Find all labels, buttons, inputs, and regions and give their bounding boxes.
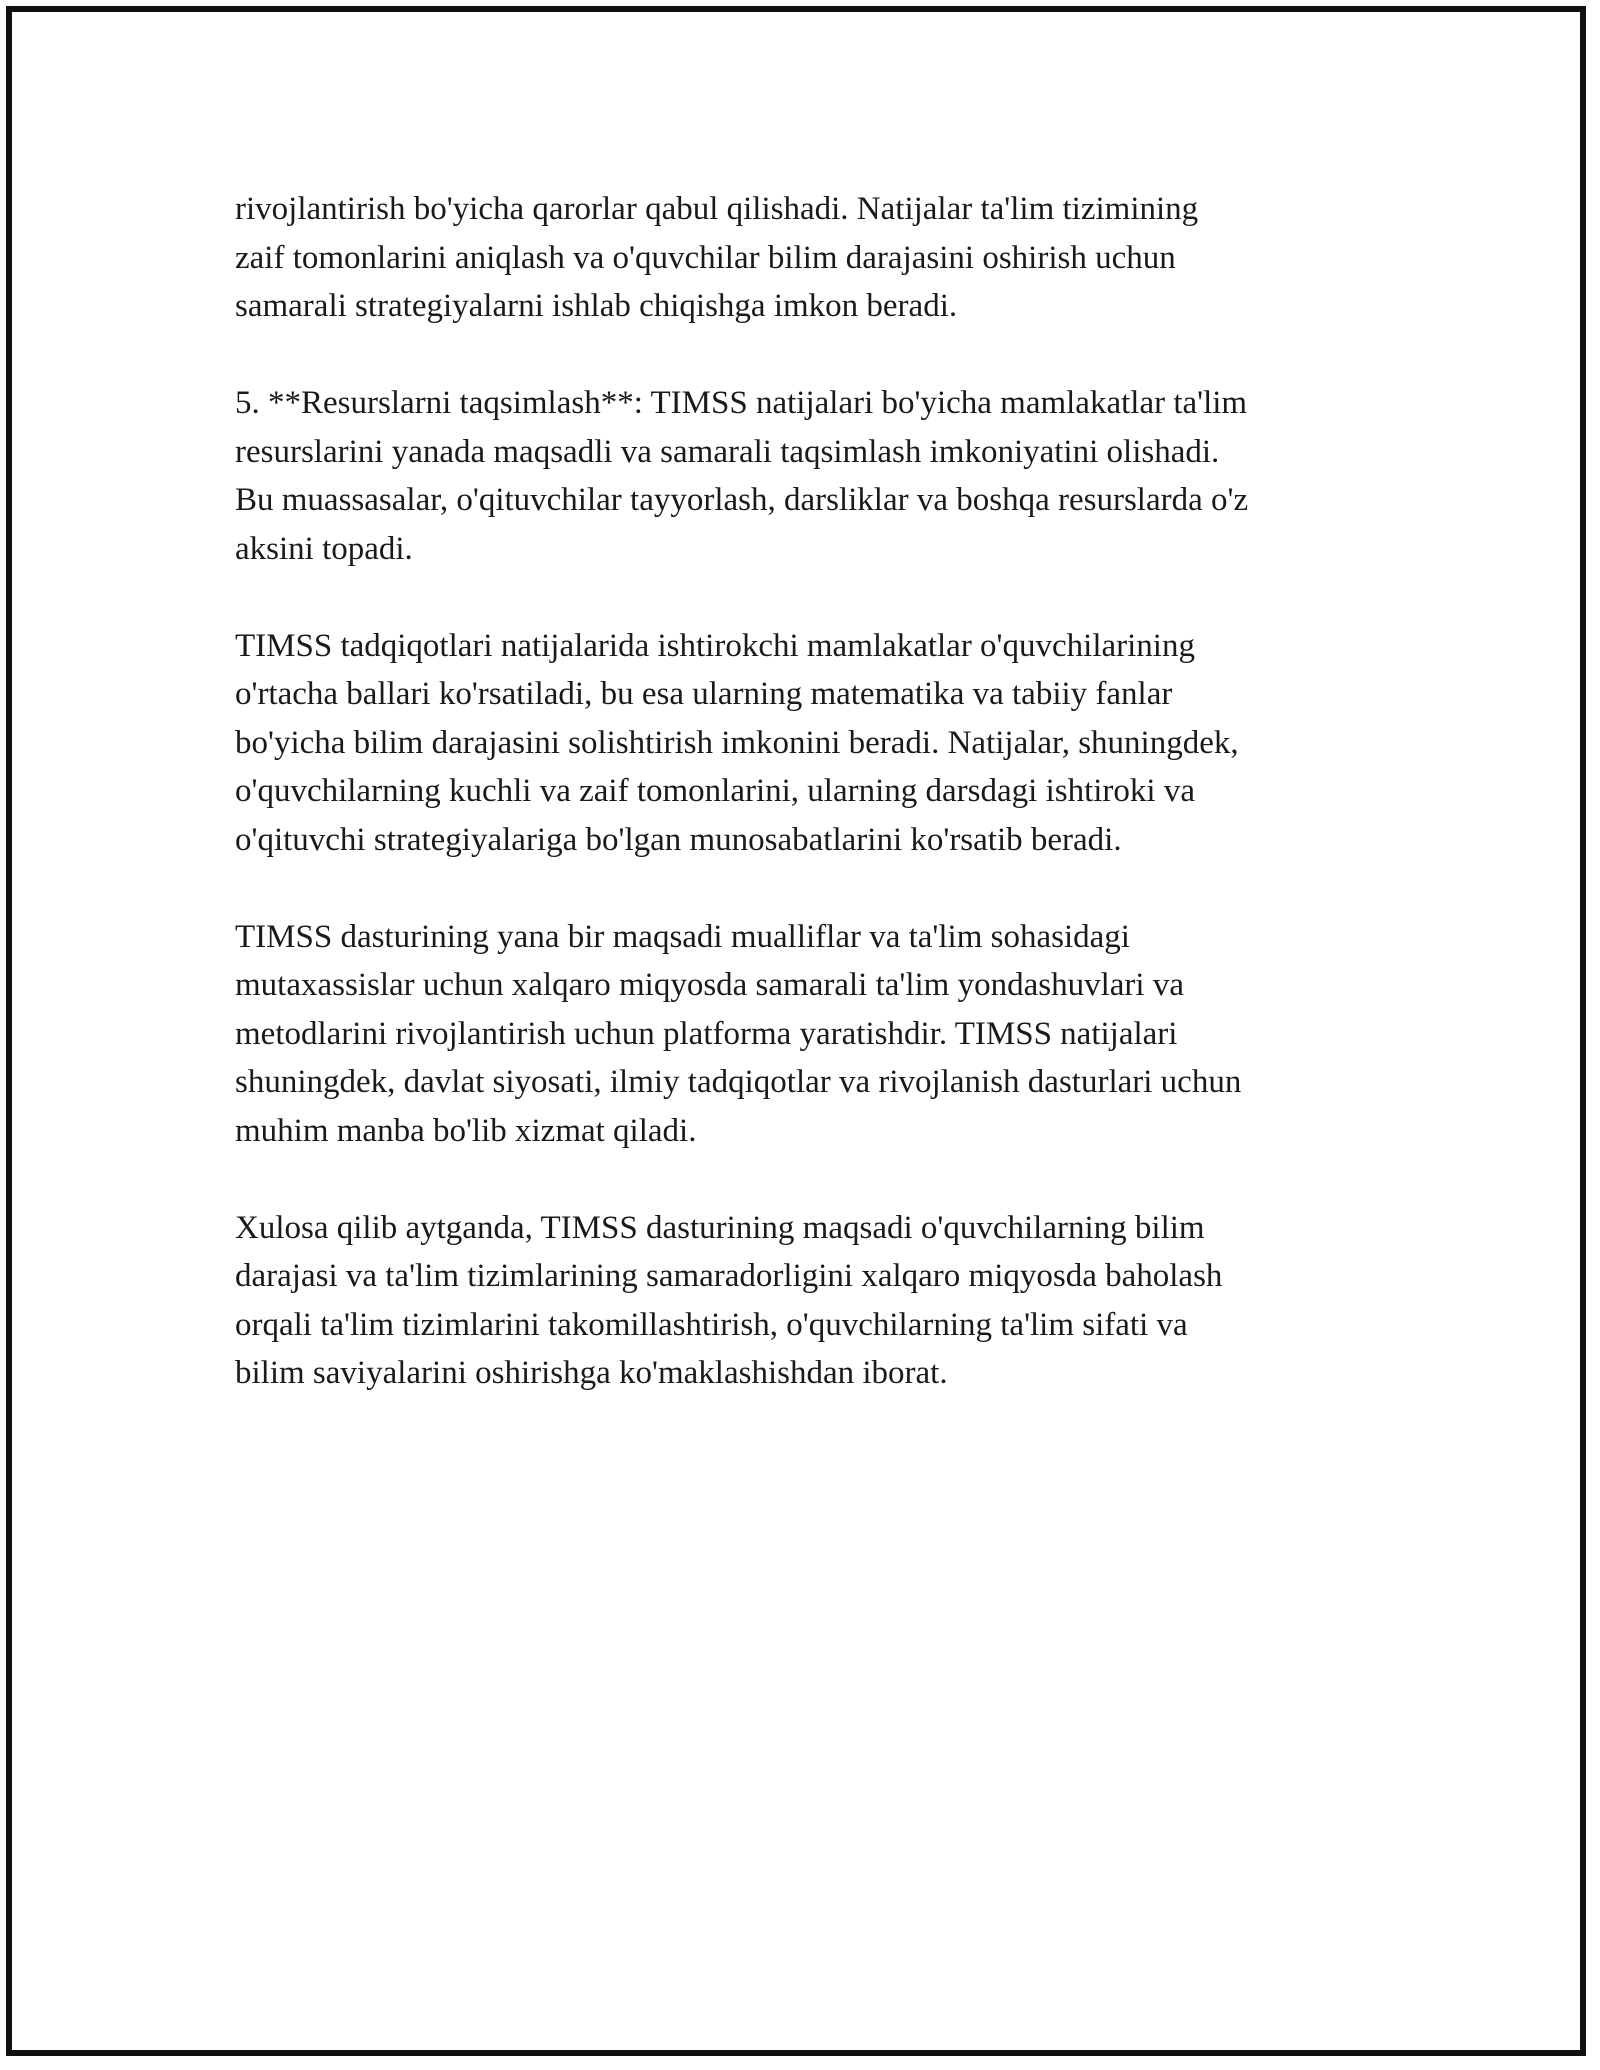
paragraph-3 xyxy=(235,622,1375,865)
text-line: resurslarini yanada maqsadli va samarali taqsimlash imkoniyatini olishadi. xyxy=(235,433,1220,470)
text-line: o'quvchilarning kuchli va zaif tomonlarini, ularning darsdagi ishtiroki va xyxy=(235,773,1195,809)
text-line: rivojlantirish bo'yicha qarorlar qabul qilishadi. Natijalar ta'lim tizimining xyxy=(235,191,1199,227)
text-line: bilim saviyalarini oshirishga ko'maklashishdan iborat. xyxy=(235,1355,948,1391)
paragraph-2 xyxy=(235,379,1375,573)
text-line: Bu muassasalar, o'qituvchilar tayyorlash, darsliklar va boshqa resurslarda o'z xyxy=(235,482,1249,518)
text-line: orqali ta'lim tizimlarini takomillashtirish, o'quvchilarning ta'lim sifati va xyxy=(235,1306,1188,1343)
text-line: zaif tomonlarini aniqlash va o'quvchilar bilim darajasini oshirish uchun xyxy=(235,239,1176,276)
text-line: o'qituvchi strategiyalariga bo'lgan munosabatlarini ko'rsatib beradi. xyxy=(235,821,1122,858)
text-line: TIMSS tadqiqotlari natijalarida ishtirokchi mamlakatlar o'quvchilarining xyxy=(235,627,1195,664)
paragraph-1 xyxy=(235,185,1375,331)
text-line: darajasi va ta'lim tizimlarining samaradorligini xalqaro miqyosda baholash xyxy=(235,1258,1223,1294)
paragraph-4 xyxy=(235,913,1375,1156)
document-body xyxy=(235,185,1375,1446)
text-line: Xulosa qilib aytganda, TIMSS dasturining maqsadi o'quvchilarning bilim xyxy=(235,1209,1205,1246)
text-line: aksini topadi. xyxy=(235,530,413,567)
text-line: samarali strategiyalarni ishlab chiqishga imkon beradi. xyxy=(235,288,958,324)
text-line: o'rtacha ballari ko'rsatiladi, bu esa ularning matematika va tabiiy fanlar xyxy=(235,676,1173,712)
text-line: TIMSS dasturining yana bir maqsadi mualliflar va ta'lim sohasidagi xyxy=(235,918,1130,955)
paragraph-5 xyxy=(235,1204,1375,1398)
text-line: metodlarini rivojlantirish uchun platforma yaratishdir. TIMSS natijalari xyxy=(235,1015,1178,1052)
text-line: mutaxassislar uchun xalqaro miqyosda samarali ta'lim yondashuvlari va xyxy=(235,967,1184,1003)
text-line: 5. **Resurslarni taqsimlash**: TIMSS natijalari bo'yicha mamlakatlar ta'lim xyxy=(235,385,1248,421)
text-line: muhim manba bo'lib xizmat qiladi. xyxy=(235,1112,697,1149)
text-line: shuningdek, davlat siyosati, ilmiy tadqiqotlar va rivojlanish dasturlari uchun xyxy=(235,1064,1242,1100)
text-line: bo'yicha bilim darajasini solishtirish imkonini beradi. Natijalar, shuningdek, xyxy=(235,724,1239,761)
